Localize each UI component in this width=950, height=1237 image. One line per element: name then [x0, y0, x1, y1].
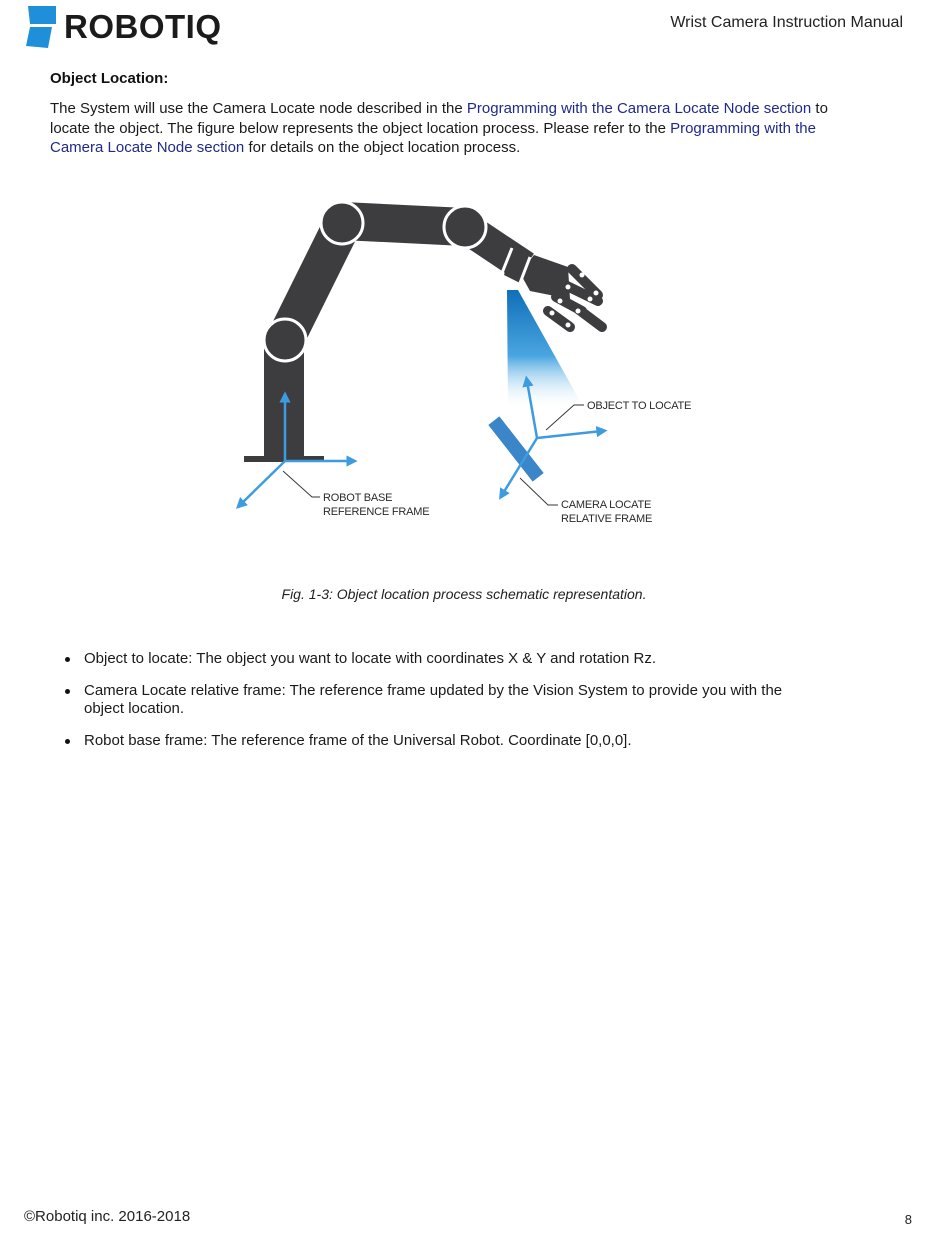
section-heading: Object Location:	[50, 70, 169, 87]
list-item	[64, 682, 804, 718]
page-number: 8	[904, 1212, 912, 1227]
footer-copyright: ©Robotiq inc. 2016-2018	[24, 1208, 191, 1225]
programming-camera-locate-link[interactable]: Programming with the Camera Locate Node section	[466, 100, 812, 117]
paragraph-text: The System will use the Camera Locate node described in the	[50, 100, 467, 117]
paragraph-text: to locate the object. The figure below represents the object location process. Please refer to the	[50, 100, 828, 137]
document-title: Wrist Camera Instruction Manual	[670, 14, 903, 31]
list-item	[64, 650, 804, 668]
list-item-text: Camera Locate relative frame: The reference frame updated by the Vision System to provide you with the object location.	[84, 682, 783, 717]
bullet-icon	[65, 657, 70, 662]
robotiq-logo	[24, 4, 222, 50]
bullet-icon	[65, 689, 70, 694]
list-item-text: Robot base frame: The reference frame of the Universal Robot. Coordinate [0,0,0].	[84, 732, 632, 749]
definition-list	[64, 650, 804, 764]
logo-text: ROBOTIQ	[64, 8, 222, 45]
intro-paragraph	[50, 99, 850, 158]
label-object-to-locate: OBJECT TO LOCATE	[587, 400, 692, 412]
label-relative-frame: RELATIVE FRAME	[561, 513, 653, 525]
list-item	[64, 732, 804, 750]
list-item-text: Object to locate: The object you want to locate with coordinates X & Y and rotation Rz.	[84, 650, 656, 667]
paragraph-text: for details on the object location process.	[244, 139, 521, 156]
programming-camera-locate-link[interactable]: Programming with the Camera Locate Node section	[50, 119, 816, 156]
label-camera-locate: CAMERA LOCATE	[561, 499, 652, 511]
label-robot-base: ROBOT BASE	[323, 492, 393, 504]
robotiq-logo-icon	[24, 4, 60, 50]
figure-caption: Fig. 1-3: Object location process schematic representation.	[281, 586, 647, 602]
bullet-icon	[65, 739, 70, 744]
object-location-diagram	[230, 195, 700, 540]
label-reference-frame: REFERENCE FRAME	[323, 506, 430, 518]
